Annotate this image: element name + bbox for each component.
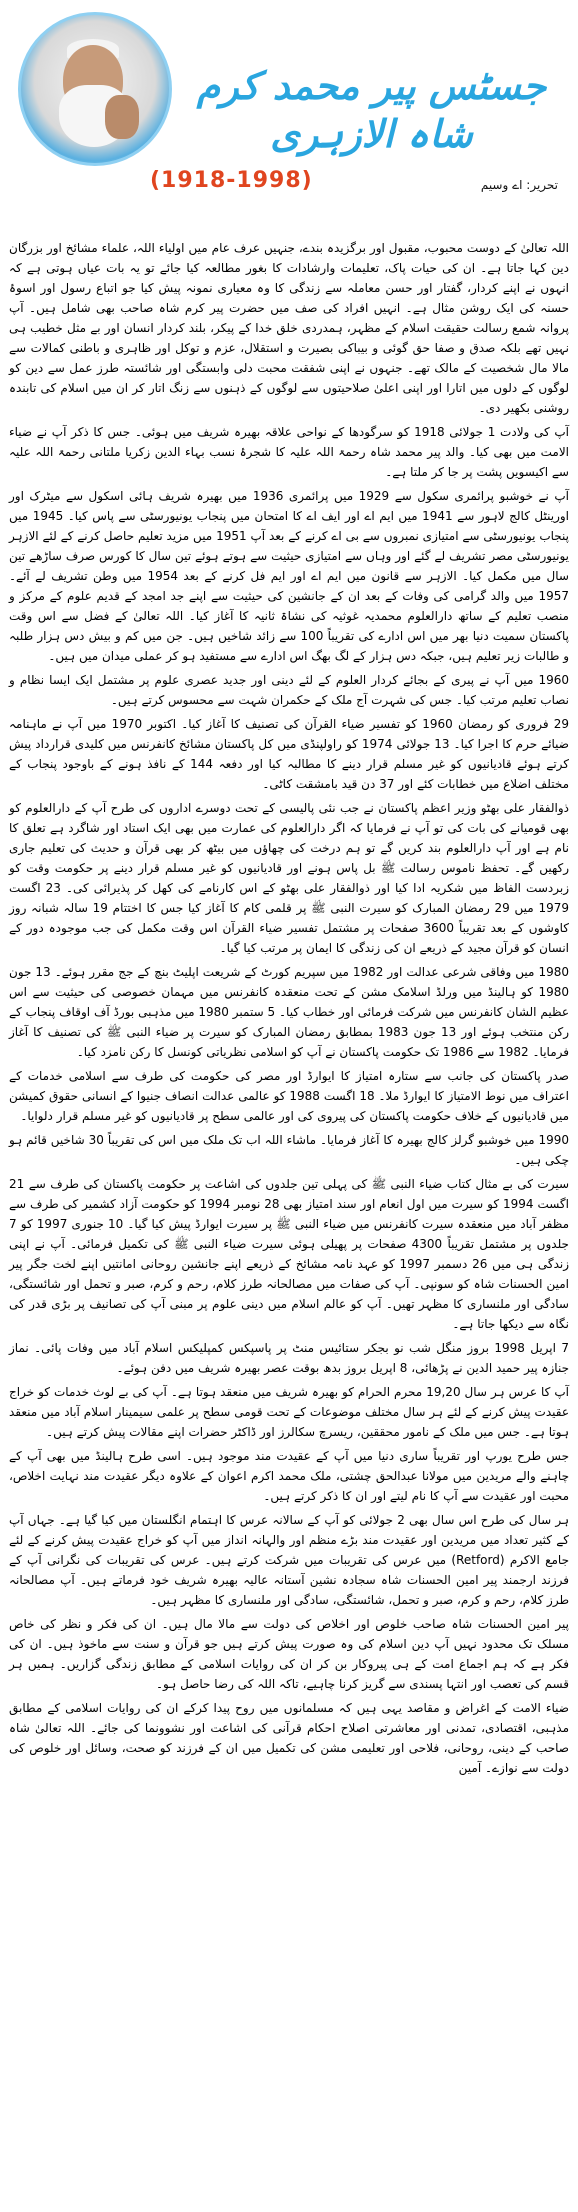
author-byline: تحریر: اے وسیم [480,178,558,192]
article-header [0,0,578,238]
paragraph: جس طرح یورپ اور تقریباً ساری دنیا میں آپ کے عقیدت مند موجود ہیں۔ اسی طرح ہالینڈ میں بھی آپ کے چاہنے والے مریدین میں مولانا عبدالحق چشتی، ملک محمد اکرم اعوان کے علاوہ دیگر عقیدت مند نہایت اخلاص، محبت اور عقیدت سے آپ کا نام لیتے اور ان کا ذکر کرتے ہیں۔ [9,1449,569,1503]
portrait-image [18,12,172,166]
paragraph: پیر امین الحسنات شاہ صاحب خلوص اور اخلاص کی دولت سے مالا مال ہیں۔ ان کی فکر و نظر کی خاص مسلک تک محدود نہیں آپ دین اسلام کی وہ صورت پیش کرتے ہیں جو قرآن و سنت سے ماخوذ ہیں۔ ان کی فکر ہے کہ ہم اجماع امت کے ہی پیروکار بن کر ان کی روایات اسلامی کے مطابق زندگی گزاریں۔ ہمیں ہر قسم کی تعصب اور انتہا پسندی سے گریز کرنا چاہیے، تاکہ اللہ کی رضا حاصل ہو۔ [9,1617,569,1691]
paragraph: 1990 میں خوشبو گرلز کالج بھیرہ کا آغاز فرمایا۔ ماشاء اللہ اب تک ملک میں اس کی تقریباً 30 شاخیں قائم ہو چکی ہیں۔ [9,1133,569,1167]
article-body [0,238,578,1778]
paragraph: آپ کی ولادت 1 جولائی 1918 کو سرگودھا کے نواحی علاقہ بھیرہ شریف میں ہوئی۔ جس کا ذکر آپ نے ضیاء الامت میں بھی کیا۔ والد پیر محمد شاہ رحمۃ اللہ علیہ کا شجرۂ نسب بہاء الدین زکریا ملتانی رحمۃ اللہ علیہ سے اکیسویں پشت پر جا کر ملتا ہے۔ [9,425,569,479]
life-years: (1918-1998) [150,168,313,193]
paragraph: آپ کا عرس ہر سال 19,20 محرم الحرام کو بھیرہ شریف میں منعقد ہوتا ہے۔ آپ کی بے لوث خدمات کو خراج عقیدت پیش کرنے کے لئے ہر سال مختلف موضوعات کے تحت قومی سطح پر علمی سیمینار اسلام آباد میں منعقد ہوتا ہے۔ جس میں ملک کے نامور محققین، ریسرچ سکالرز اور ڈاکٹر حضرات اپنے مقالات پیش کرتے ہیں۔ [9,1385,569,1439]
paragraph: 29 فروری کو رمضان 1960 کو تفسیر ضیاء القرآن کی تصنیف کا آغاز کیا۔ اکتوبر 1970 میں آپ نے ماہنامہ ضیائے حرم کا اجرا کیا۔ 13 جولائی 1974 کو راولپنڈی میں کل پاکستان مشائخ کانفرنس میں کلیدی قرارداد پیش کرتے ہوئے قادیانیوں کو غیر مسلم قرار دینے کا مطالبہ کیا اور دفعہ 144 کے نافذ ہونے کے باوجود پنجاب کے مختلف اضلاع میں خطابات کئے اور 37 دن قید بامشقت کاٹی۔ [9,717,570,791]
paragraph: آپ نے خوشبو پرائمری سکول سے 1929 میں پرائمری 1936 میں بھیرہ شریف ہائی اسکول سے میٹرک اور اورینٹل کالج لاہور سے 1941 میں ایم اے اور ایف اے کا امتحان میں پنجاب یونیورسٹی سے پاس کیا۔ 1945 میں پنجاب یونیورسٹی سے امتیازی نمبروں سے بی اے کرنے کے بعد آپ 1951 میں مزید تعلیم حاصل کرنے کے لئے الازہر یونیورسٹی مصر تشریف لے گئے اور وہاں سے امتیازی حیثیت سے ہوتے ہوئے تین سال کا کورس صرف ساڑھے تین سال میں مکمل کیا۔ الازہر سے قانون میں ایم اے اور ایم فل کرنے کے بعد 1954 میں وطن تشریف لے آئے۔ 1957 میں والد گرامی کی وفات کے بعد ان کے جانشین کی حیثیت سے اپنے جد امجد کے قدیم علوم کے مرکز و منصب تعلیم کے ساتھ دارالعلوم محمدیہ غوثیہ کی نشاۃ ثانیہ کا آغاز کیا۔ اللہ تعالیٰ کے فضل سے اس وقت پاکستان سمیت دنیا بھر میں اس ادارے کی تقریباً 100 سے زائد شاخیں ہیں۔ جن میں کم و بیش دس ہزار طلبہ و طالبات زیر تعلیم ہیں، جبکہ دس ہزار کے لگ بھگ اس ادارے سے مستفید ہو کر عملی میدان میں ہیں۔ [9,489,570,663]
paragraph: 1960 میں آپ نے پیری کے بجائے کردار العلوم کے لئے دینی اور جدید عصری علوم پر مشتمل ایک ایسا نظام و نصاب تعلیم مرتب کیا۔ جس کی شہرت آج ملک کے حکمران شہت سے محسوس کرتے ہیں۔ [9,673,569,707]
paragraph: صدر پاکستان کی جانب سے ستارہ امتیاز کا ایوارڈ اور مصر کی حکومت کی طرف سے اسلامی خدمات کے اعتراف میں نوط الامتیاز کا ایوارڈ ملا۔ 18 اگست 1988 کو عالمی عدالت انصاف جنیوا کے انسانی حقوق کمیشن میں قادیانیوں کے خلاف حکومت پاکستان کی پیروی کی اور عالمی سطح پر قادیانیوں کو غیر مسلم قرار دلوایا۔ [9,1069,569,1123]
paragraph: اللہ تعالیٰ کے دوست محبوب، مقبول اور برگزیدہ بندے، جنہیں عرف عام میں اولیاء اللہ، علماء مشائخ اور بزرگان دین کہا جاتا ہے۔ ان کی حیات پاک، تعلیمات وارشادات کا بغور مطالعہ کیا جائے تو یہ بات عیاں ہوتی ہے کہ انہوں نے اپنے کردار، گفتار اور حسن معاملہ سے زندگی کا وہ معیاری نمونہ پیش کیا جو اتباع رسول اور اسوۂ حسنہ کی ایک روشن مثال ہے۔ انہیں افراد کی صف میں حضرت پیر کرم شاہ صاحب بھی شامل ہیں۔ آپ پروانہ شمع رسالت حقیقت اسلام کے مظہر، ہمدردی خلق خدا کے پیکر، بلند کردار انسان اور بے مثل خطیب ہی نہیں تھے بلکہ صدق و صفا حق گوئی و بیباکی بصیرت و استقلال، عزم و توکل اور ظاہری و باطنی کمالات سے مالا مال شخصیت کے مالک تھے۔ جنہوں نے اپنی شفقت محبت دلی وابستگی اور شائستہ طرز عمل سے دین کو لوگوں کے دلوں میں اتارا اور اپنی اعلیٰ صلاحیتوں سے لوگوں کے ذہنوں سے زنگ اتار کر ان میں اسلام کی تابندہ روشنی بکھیر دی۔ [9,241,569,415]
paragraph: ہر سال کی طرح اس سال بھی 2 جولائی کو آپ کے سالانہ عرس کا اہتمام انگلستان میں کیا گیا ہے۔ جہاں آپ کے کثیر تعداد میں مریدین اور عقیدت مند بڑے منظم اور والہانہ انداز میں آپ کو خراج عقیدت پیش کرنے کے لئے جامع الاکرم (Retford) میں عرس کی تقریبات میں شرکت کرتے ہیں۔ عرس کی تقریبات کی نگرانی آپ کے فرزند ارجمند پیر امین الحسنات شاہ سجادہ نشین آستانہ عالیہ بھیرہ شریف خود فرماتے ہیں۔ آپ مصالحانہ طرز کلام، رحم و کرم، صبر و تحمل، شائستگی، سادگی اور ملنساری کا مظہر ہیں۔ [9,1513,570,1607]
paragraph: سیرت کی بے مثال کتاب ضیاء النبی ﷺ کی پہلی تین جلدوں کی اشاعت پر حکومت پاکستان کی طرف سے 21 اگست 1994 کو سیرت میں اول انعام اور سند امتیاز بھی 28 نومبر 1994 کو حکومت آزاد کشمیر کی طرف سے مظفر آباد میں منعقدہ سیرت کانفرنس میں ضیاء النبی ﷺ پر سیرت ایوارڈ پیش کیا گیا۔ 10 جنوری 1997 کو 7 جلدوں پر مشتمل تقریباً 4300 صفحات پر پھیلی ہوئی سیرت ضیاء النبی ﷺ کی تکمیل فرمائی۔ آپ نے اپنی زندگی ہی میں 26 دسمبر 1997 کو عہد نامہ مشائخ کے ذریعے اپنے جانشین روحانی امانتیں اپنے لخت جگر پیر امین الحسنات شاہ کو سونپی۔ آپ کی صفات میں مصالحانہ طرز کلام، رحم و کرم، صبر و تحمل اور شائستگی، سادگی اور ملنساری کا مظہر تھیں۔ آپ کو عالم اسلام میں دینی علوم پر مبنی آپ کی تصانیف پر بڑی قدر کی نگاہ سے دیکھا جاتا ہے۔ [9,1177,570,1331]
paragraph: 7 اپریل 1998 بروز منگل شب نو بجکر ستائیس منٹ پر پاسپکس کمپلیکس اسلام آباد میں وفات پائی۔ نماز جنازہ پیر حمید الدین نے پڑھائی، 8 اپریل بروز بدھ بوقت عصر بھیرہ شریف میں دفن ہوئے۔ [9,1341,570,1375]
article-title: جسٹس پیر محمد کرم شاہ الازہری [196,63,547,156]
paragraph: 1980 میں وفاقی شرعی عدالت اور 1982 میں سپریم کورٹ کے شریعت اپلیٹ بنچ کے جج مقرر ہوئے۔ 13 جون 1980 کو ہالینڈ میں ورلڈ اسلامک مشن کے تحت منعقدہ کانفرنس میں مہمان خصوصی کی حیثیت سے اس عظیم الشان کانفرنس میں شرکت فرمائی اور خطاب کیا۔ 5 ستمبر 1980 میں مذہبی بورڈ آف اوقاف پنجاب کے رکن منتخب ہوئے اور 13 جون 1983 بمطابق رمضان المبارک کو سیرت پر ضیاء النبی ﷺ کی تصنیف کا آغاز فرمایا۔ 1982 سے 1986 تک حکومت پاکستان نے آپ کو اسلامی نظریاتی کونسل کا رکن نامزد کیا۔ [9,965,570,1059]
paragraph: ضیاء الامت کے اغراض و مقاصد یہی ہیں کہ مسلمانوں میں روح پیدا کرکے ان کی روایات اسلامی کے مطابق مذہبی، اقتصادی، تمدنی اور معاشرتی اصلاح احکام قرآنی کی اشاعت اور نشوونما کی جائے۔ اللہ تعالیٰ شاہ صاحب کے دینی، روحانی، فلاحی اور تعلیمی مشن کی تکمیل میں ان کے فرزند کو صحت، وسائل اور خلوص کی دولت سے نوازے۔ آمین [9,1701,569,1775]
paragraph: ذوالفقار علی بھٹو وزیر اعظم پاکستان نے جب نئی پالیسی کے تحت دوسرے اداروں کی طرح آپ کے دارالعلوم کو بھی قومیانے کی بات کی تو آپ نے فرمایا کہ اگر دارالعلوم کی عمارت میں بھی ایک استاد اور شاگرد ہے تعلق کا نام ہے اور آپ دارالعلوم بند کریں گے تو ہم درخت کی چھاؤں میں بیٹھ کر بھی قرآن و حدیث کی تعلیم جاری رکھیں گے۔ تحفظ ناموس رسالت ﷺ بل پاس ہونے اور قادیانیوں کو غیر مسلم قرار دینے پر حکومت وقت کو زبردست الفاظ میں شکریہ ادا کیا اور ذوالفقار علی بھٹو کے اس کارنامے کی کھل کر پذیرائی کی۔ 23 اگست 1979 میں 29 رمضان المبارک کو سیرت النبی ﷺ پر قلمی کام کا آغاز کیا جس کا اختتام 19 سالہ شبانہ روز کاوشوں کے بعد تقریباً 3600 صفحات پر مشتمل تفسیر ضیاء القرآن اس وقت مکمل کی جب موجودہ دور کے انسان کو قرآن مجید کے ذریعے ان کی زندگی کا ایمان پر مرتب کیا گیا۔ [9,801,569,955]
hands-shape [105,95,139,139]
